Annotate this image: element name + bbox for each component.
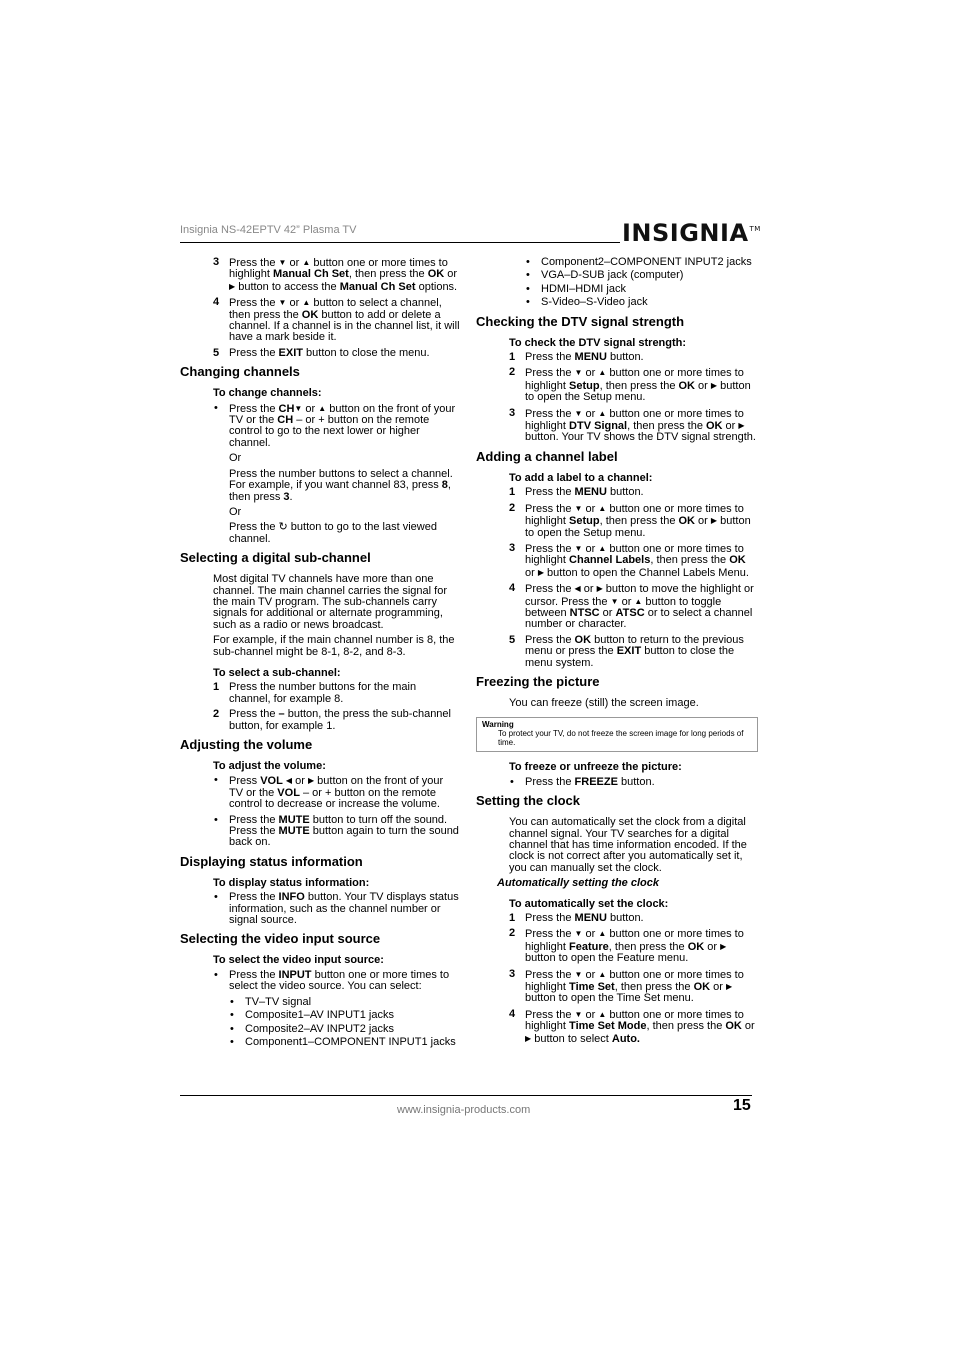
text: button. Your TV displays status information, such as the channel number or signal source. [229,891,459,927]
text: Press the [525,486,575,499]
text: Press the [229,968,279,981]
text: or [582,928,599,941]
text: Component1–COMPONENT INPUT1 jacks [245,1035,456,1048]
step-number: 3 [509,406,516,419]
header-rule [180,242,620,243]
text: button one or more times to highlight [525,1008,744,1033]
step-number: 4 [509,1007,516,1020]
left-arrow-icon: ◀ [574,584,581,594]
down-arrow-icon: ▼ [610,596,619,606]
text: , then press the [599,515,679,528]
step-number: 2 [509,927,516,940]
down-arrow-icon: ▼ [574,503,583,513]
warning-title: Warning [482,720,514,730]
step-1 [180,682,460,705]
ui-term: OK [693,981,711,994]
ui-term: EXIT [616,645,642,658]
procedure-title: To automatically set the clock: [509,897,669,910]
text: button to select a channel, then press the [229,297,442,321]
up-arrow-icon: ▲ [302,258,311,267]
ui-term: OK [301,308,319,321]
text: button to select [531,1032,612,1045]
text: Press the [229,708,279,721]
text: or [582,367,599,380]
text: or [722,420,739,433]
text: or [582,542,599,555]
step-number: 1 [509,912,516,925]
text: , then press the [627,420,706,433]
down-arrow-icon: ▼ [574,929,583,939]
heading-changing-channels: Changing channels [180,364,300,380]
ui-term: MUTE [278,825,310,838]
step-number: 1 [509,486,516,499]
step-number: 3 [213,256,220,268]
text: options. [415,280,458,293]
ui-term: NTSC [569,606,600,619]
procedure-title: To select a sub-channel: [213,666,341,679]
bullet: • [526,256,530,268]
text: Press the [525,775,575,788]
text: , then press the [348,268,428,281]
step-number: 2 [509,501,516,514]
up-arrow-icon: ▲ [634,596,643,606]
text: button. [606,912,644,925]
insignia-logo [622,219,760,247]
text: or [741,1020,755,1033]
ui-term: CH [277,414,294,427]
bullet-item [180,892,460,926]
ui-term: 8 [441,479,448,492]
text: or [695,379,711,392]
procedure-title: To adjust the volume: [213,760,326,772]
step-4 [476,1009,758,1045]
text: or [704,940,721,953]
ui-term: – [278,708,285,721]
step-4 [180,297,460,344]
down-arrow-icon: ▼ [278,298,287,308]
ui-term: OK [427,268,445,281]
step-5 [180,348,460,359]
text: button to add or delete a channel. If a channel is in the channel list, it will have a mark beside it. [229,308,460,344]
procedure-title: To freeze or unfreeze the picture: [509,761,682,774]
text: or [444,268,458,281]
subheading: Automatically setting the clock [497,877,659,890]
text: Press the [525,912,575,925]
step-number: 2 [509,366,516,379]
text: button one or more times to highlight [525,407,744,433]
text: button to open the Setup menu. [525,515,751,539]
ui-term: ATSC [615,606,645,619]
bullet: • [214,891,218,904]
ui-term: VOL [277,786,300,799]
step-number: 1 [213,681,220,694]
text: button, the press the sub-channel button, for example 1. [229,708,451,732]
right-column [476,257,758,1049]
right-arrow-icon: ▶ [537,567,544,577]
ui-term: MENU [574,351,607,364]
text: Press the [525,1008,575,1021]
text: or [580,583,597,596]
text: button one or more times to highlight [525,542,744,567]
heading-freezing-picture: Freezing the picture [476,673,600,689]
text: or [695,515,711,528]
logo-tm: TM [749,225,761,233]
up-arrow-icon: ▲ [598,969,607,979]
up-arrow-icon: ▲ [598,543,607,553]
text: Press the [525,407,575,420]
text: . [289,490,293,503]
step-number: 3 [509,541,516,554]
bullet-item [180,815,460,849]
step-number: 5 [509,633,516,646]
step-2 [476,928,758,964]
ui-term: VOL [260,775,283,788]
step-number: 5 [213,346,220,359]
step-5 [476,635,758,669]
text: button one or more times to highlight [525,928,744,953]
text: , then press the [608,940,688,953]
step-number: 2 [213,708,220,721]
right-arrow-icon: ▶ [710,380,718,390]
text: button to return to the previous menu or press the [525,633,744,658]
text: button again to turn the sound back on. [229,825,459,849]
right-arrow-icon: ▶ [229,281,236,291]
ui-term: MENU [574,912,607,925]
ui-term: Time Set [569,981,615,994]
procedure-title: To check the DTV signal strength: [509,336,687,349]
text: Press the [525,633,575,646]
text: button to open the Time Set menu. [525,992,694,1005]
up-arrow-icon: ▲ [302,298,311,308]
text: button. [606,351,644,364]
right-arrow-icon: ▶ [726,982,733,992]
heading-channel-label: Adding a channel label [476,448,618,464]
ui-term: Setup [569,515,600,528]
step-3 [476,969,758,1005]
bullet-item [476,777,758,788]
sub-bullet [180,997,460,1008]
up-arrow-icon: ▲ [598,503,607,513]
text: or [582,1008,599,1021]
text: button on the front of your TV or the [229,402,456,427]
text: VGA–D-SUB jack (computer) [541,269,684,282]
up-arrow-icon: ▲ [598,368,607,378]
down-arrow-icon: ▼ [574,1009,583,1019]
step-3 [180,257,460,293]
bullet-item [180,403,460,450]
text: or [302,402,319,415]
bullet: • [526,282,530,295]
text: or [582,407,599,420]
text: button one or more times to highlight [525,502,744,528]
text: or [286,257,303,269]
step-2 [476,503,758,539]
right-arrow-icon: ▶ [720,941,727,951]
ui-term: CH [278,402,295,415]
text: button one or more times to highlight [525,367,744,392]
text: Component2–COMPONENT INPUT2 jacks [541,256,752,268]
ui-term: OK [706,420,723,433]
bullet-item [180,970,460,993]
ui-term: DTV Signal [569,420,628,433]
text: or [582,968,599,981]
step-3 [476,543,758,579]
text: Composite2–AV INPUT2 jacks [245,1022,394,1035]
sub-bullet [476,284,758,295]
procedure-title: To select the video input source: [213,954,384,967]
text: or to select a channel number or character. [525,606,753,631]
text: , then press the [614,981,694,994]
text: Press [229,775,261,788]
or-text: Or [229,505,242,518]
text: TV–TV signal [245,995,312,1008]
step-2 [180,709,460,732]
right-arrow-icon: ▶ [525,1033,532,1043]
up-arrow-icon: ▲ [598,1009,607,1019]
text: HDMI–HDMI jack [541,282,626,295]
text: Press the [229,297,279,310]
text: button to open the Setup menu. [525,379,751,404]
text: Press the [525,928,575,941]
ui-term: OK [687,940,705,953]
paragraph: You can freeze (still) the screen image. [509,696,699,709]
sub-bullet [180,1010,460,1021]
step-1 [476,352,758,363]
procedure-title: To change channels: [213,387,322,400]
text: Press the [229,891,279,904]
down-arrow-icon: ▼ [574,408,583,418]
text: button to access the [235,280,340,293]
text: Press the [525,542,575,555]
ui-term: OK [725,1020,742,1033]
procedure-title: To display status information: [213,876,370,889]
step-number: 1 [509,351,516,364]
text: button to turn off the sound. Press the [229,813,448,838]
heading-adjusting-volume: Adjusting the volume [180,737,313,752]
ui-term: Setup [569,379,600,392]
bullet: • [214,813,218,826]
heading-video-input-source: Selecting the video input source [180,931,381,947]
sub-bullet [180,1024,460,1035]
right-arrow-icon: ▶ [738,421,745,431]
down-arrow-icon: ▼ [574,368,583,378]
step-number: 3 [509,967,516,980]
text: button to close the menu system. [525,645,735,669]
bullet: • [214,968,218,981]
ui-term: OK [574,633,592,646]
text: Press the [525,367,575,380]
text: button. [617,775,655,788]
right-arrow-icon: ▶ [596,584,603,594]
right-arrow-icon: ▶ [710,516,718,526]
text: button one or more times to highlight [229,257,448,281]
ui-term: Manual Ch Set [339,280,416,293]
down-arrow-icon: ▼ [574,543,583,553]
page-number: 15 [733,1097,751,1114]
heading-status-information: Displaying status information [180,853,363,869]
warning-text: To protect your TV, do not freeze the screen image for long periods of time. [498,729,744,748]
bullet: • [230,995,234,1008]
paragraph: For example, if the main channel number is 8, the sub-channel might be 8-1, 8-2, and 8-3. [213,634,455,658]
step-3 [476,408,758,444]
paragraph: Most digital TV channels have more than one channel. The main channel carries the signal for the main TV program. The sub-channels carry signals for additional or alternate programming, such as a radio or news broadcast. [213,573,447,631]
text: , then press the [646,1020,726,1033]
text: button to go to the last viewed channel. [229,521,437,545]
up-arrow-icon: ▲ [318,403,327,413]
bullet: • [230,1009,234,1022]
ui-term: EXIT [278,346,303,359]
ui-term: INFO [278,891,305,904]
warning-box [476,717,758,752]
text: Press the [229,813,279,826]
step-2 [476,367,758,403]
heading-dtv-signal: Checking the DTV signal strength [476,313,685,329]
bullet: • [230,1022,234,1035]
bullet: • [230,1035,234,1048]
sub-bullet [180,1037,460,1048]
step-4 [476,583,758,631]
right-arrow-icon: ▶ [307,776,315,786]
ui-term: INPUT [278,968,312,981]
footer-rule [180,1095,752,1096]
ui-term: OK [678,515,695,528]
text: Press the [229,521,279,534]
bullet: • [214,774,218,787]
down-arrow-icon: ▼ [574,969,583,979]
text: or [286,297,303,310]
paragraph [180,469,460,503]
sub-bullet [476,297,758,308]
ui-term: MUTE [278,813,310,826]
bullet: • [526,269,530,282]
text: or [582,502,599,515]
text: button. Your TV shows the DTV signal strength. [525,431,756,444]
ui-term: Auto. [611,1032,640,1045]
bullet-item [180,775,460,810]
text: button. [606,486,644,499]
bullet: • [526,296,530,309]
procedure-title: To add a label to a channel: [509,471,653,484]
paragraph: You can automatically set the clock from a digital channel signal. Your TV searches for a digital channel that has time information encoded. If the clock is not correct after you automatically set it, you can manually set the clock. [509,816,747,874]
ui-term: MENU [574,486,607,499]
left-column [180,257,460,1050]
text: or [710,981,726,994]
ui-term: Feature [569,940,609,953]
text: Composite1–AV INPUT1 jacks [245,1009,394,1022]
heading-sub-channel: Selecting a digital sub-channel [180,550,371,566]
text: Press the [229,346,279,359]
text: Press the number buttons for the main channel, for example 8. [229,681,417,705]
sub-bullet [476,257,758,268]
text: button to open the Channel Labels Menu. [544,566,749,579]
ui-term: FREEZE [574,775,618,788]
text: , then press the [650,554,730,567]
header-title: Insignia NS-42EPTV 42” Plasma TV [180,224,357,236]
ui-term: 3 [283,490,290,503]
text: button to toggle between [525,595,722,619]
logo-text: INSIGNIA [622,219,749,247]
ui-term: Channel Labels [569,554,651,567]
step-1 [476,487,758,498]
bullet: • [510,775,514,788]
bullet: • [214,401,218,414]
text: Press the [525,351,575,364]
down-arrow-icon: ▼ [278,258,287,267]
footer-url[interactable]: www.insignia-products.com [397,1104,531,1116]
text: button to open the Feature menu. [525,952,689,965]
sub-bullet [476,270,758,281]
text: – or + button on the remote control to decrease or increase the volume. [229,786,440,811]
up-arrow-icon: ▲ [598,929,607,939]
recall-icon: ↻ [278,521,288,534]
step-number: 4 [213,296,220,309]
text: Press the [229,257,279,269]
text: Press the [525,583,575,596]
text: or [292,775,308,788]
paragraph [180,522,460,545]
text: – or + button on the remote control to go to the next lower or higher channel. [229,414,430,449]
text: or [618,595,635,608]
down-arrow-icon: ▼ [294,403,303,413]
ui-term: Time Set Mode [569,1020,647,1033]
text: button to move the highlight or cursor. Press the [525,583,754,608]
or-text: Or [229,452,242,465]
text: or [525,566,538,579]
up-arrow-icon: ▲ [598,408,607,418]
text: , then press the [599,379,679,392]
text: , then press [229,479,451,503]
ui-term: Manual Ch Set [273,268,349,281]
text: button to close the menu. [302,346,430,359]
text: Press the number buttons to select a channel. For example, if you want channel 83, press [229,467,453,492]
heading-setting-clock: Setting the clock [476,793,581,809]
text: button on the front of your TV or the [229,775,444,799]
text: or [599,606,616,619]
ui-term: OK [729,554,746,567]
text: button one or more times to highlight [525,968,744,994]
text: button one or more times to select the video source. You can select: [229,968,450,993]
text: Press the [229,402,279,415]
text: S-Video–S-Video jack [541,296,648,309]
ui-term: OK [678,379,695,392]
step-number: 4 [509,582,516,595]
text: Press the [525,502,575,515]
left-arrow-icon: ◀ [285,776,293,786]
text: Press the [525,968,575,981]
step-1 [476,913,758,924]
